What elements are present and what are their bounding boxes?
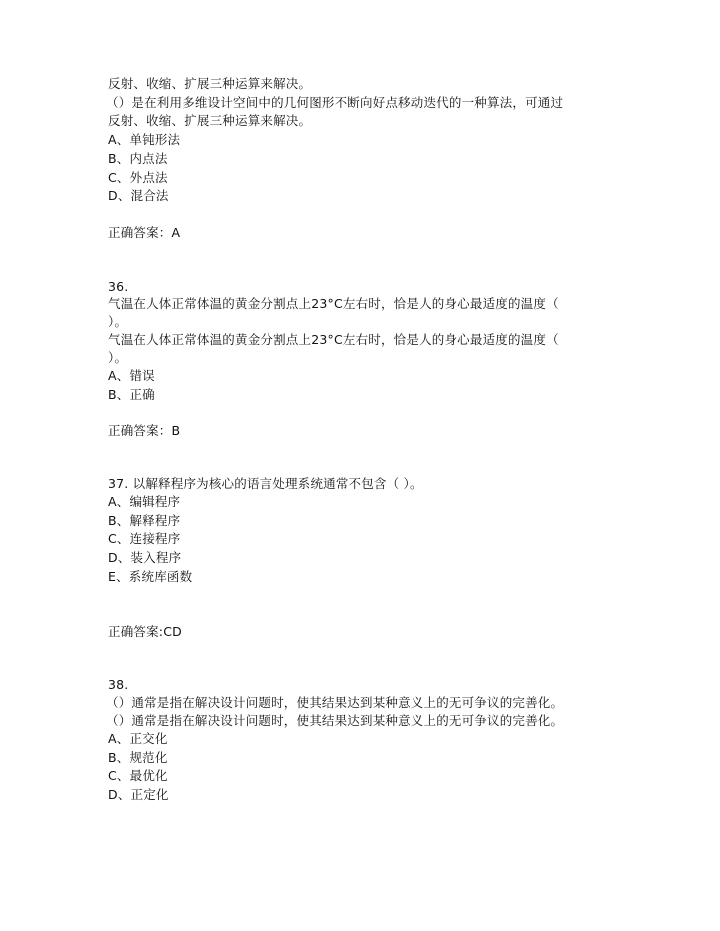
- question-38-number: 38.: [108, 677, 129, 692]
- question-35-answer: 正确答案：A: [108, 225, 181, 240]
- question-36-stem-repeat-cont: ）。: [108, 350, 128, 365]
- question-36-number: 36.: [108, 279, 129, 294]
- question-37-stem: 37. 以解释程序为核心的语言处理系统通常不包含（ ）。: [108, 476, 423, 491]
- question-35-stem: （）是在利用多维设计空间中的几何图形不断向好点移动迭代的一种算法，可通过: [106, 95, 564, 110]
- question-38-stem-repeat: （）通常是指在解决设计问题时，使其结果达到某种意义上的无可争议的完善化。: [106, 713, 564, 728]
- question-38-stem: （）通常是指在解决设计问题时，使其结果达到某种意义上的无可争议的完善化。: [106, 695, 564, 710]
- question-38-option-b: B、规范化: [108, 750, 168, 765]
- question-37-option-e: E、系统库函数: [108, 569, 193, 584]
- question-37-option-a: A、编辑程序: [108, 494, 181, 509]
- question-36-option-a: A、错误: [108, 368, 155, 383]
- question-38-option-a: A、正交化: [108, 731, 168, 746]
- question-38-option-d: D、正定化: [108, 787, 169, 802]
- question-36-answer: 正确答案：B: [108, 423, 181, 438]
- question-35-option-d: D、混合法: [108, 188, 169, 203]
- question-37-option-d: D、装入程序: [108, 550, 182, 565]
- question-35-stem-cont: 反射、收缩、扩展三种运算来解决。: [108, 113, 312, 128]
- question-36-stem-repeat: 气温在人体正常体温的黄金分割点上23°C左右时，恰是人的身心最适度的温度（: [108, 332, 559, 347]
- question-37-option-c: C、连接程序: [108, 531, 181, 546]
- question-37-option-b: B、解释程序: [108, 513, 181, 528]
- question-35-option-a: A、单钝形法: [108, 132, 181, 147]
- question-35-stem-tail: 反射、收缩、扩展三种运算来解决。: [108, 76, 312, 91]
- question-36-option-b: B、正确: [108, 387, 155, 402]
- question-35-option-b: B、内点法: [108, 151, 168, 166]
- question-36-stem: 气温在人体正常体温的黄金分割点上23°C左右时，恰是人的身心最适度的温度（: [108, 296, 559, 311]
- question-38-option-c: C、最优化: [108, 768, 168, 783]
- question-35-option-c: C、外点法: [108, 170, 168, 185]
- question-37-answer: 正确答案:CD: [108, 624, 182, 639]
- question-36-stem-cont: ）。: [108, 314, 128, 329]
